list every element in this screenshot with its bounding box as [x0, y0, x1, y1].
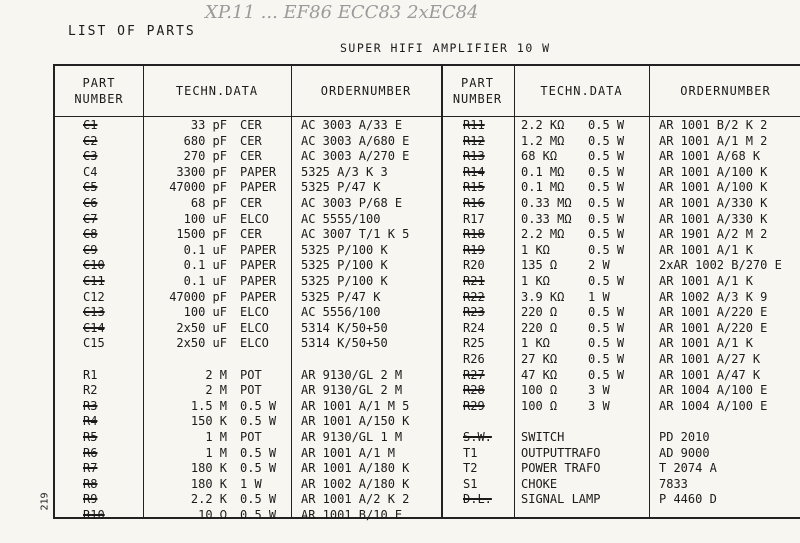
right-type: 3 W	[588, 383, 610, 398]
page-subheading: SUPER HIFI AMPLIFIER 10 W	[340, 41, 551, 55]
left-part-number: C10	[83, 258, 105, 273]
right-part-number: R28	[463, 383, 485, 398]
left-ordernumber: AR 1001 A/2 K 2	[301, 492, 410, 507]
parts-row	[55, 508, 800, 524]
right-value: OUTPUTTRAFO	[521, 445, 601, 460]
right-value: 0.1 MΩ	[521, 164, 565, 179]
left-ordernumber: AC 3003 P/68 E	[301, 196, 403, 210]
parts-row	[55, 336, 800, 352]
parts-row	[55, 430, 800, 446]
left-value: 1.5 M	[190, 398, 227, 413]
left-type: ELCO	[240, 336, 269, 351]
left-part-number: C15	[83, 336, 105, 351]
left-part-number: C12	[83, 289, 105, 304]
left-value: 2.2 K	[190, 492, 227, 507]
right-ordernumber: AR 1001 A/100 K	[659, 180, 768, 195]
left-part-number: C4	[83, 164, 98, 179]
right-type: 0.5 W	[588, 242, 625, 257]
left-part-number: C5	[83, 180, 98, 195]
left-type: POT	[240, 367, 262, 382]
right-ordernumber: AR 1001 B/2 K 2	[659, 118, 768, 132]
right-ordernumber: AR 1901 A/2 M 2	[659, 227, 768, 242]
right-ordernumber: AD 9000	[659, 445, 710, 460]
left-type: 1 W	[240, 476, 262, 491]
left-value: 1 M	[205, 430, 227, 444]
left-part-number: C6	[83, 196, 98, 210]
right-value: CHOKE	[521, 476, 558, 491]
right-value: POWER TRAFO	[521, 461, 601, 476]
right-type: 0.5 W	[588, 336, 625, 351]
right-value: 100 Ω	[521, 398, 558, 413]
left-type: PAPER	[240, 274, 277, 288]
right-type: 0.5 W	[588, 149, 625, 164]
right-type: 0.5 W	[588, 227, 625, 242]
right-ordernumber: 7833	[659, 476, 688, 491]
left-type: CER	[240, 149, 262, 164]
right-value: 2.2 KΩ	[521, 118, 565, 132]
right-ordernumber: AR 1001 A/220 E	[659, 320, 768, 335]
left-ordernumber: AC 3007 T/1 K 5	[301, 227, 410, 242]
left-part-number: R1	[83, 367, 98, 382]
left-ordernumber: AC 3003 A/680 E	[301, 133, 410, 148]
parts-row	[55, 414, 800, 430]
right-part-number: R27	[463, 367, 485, 382]
left-part-number: C13	[83, 305, 105, 320]
left-ordernumber: AR 1001 A/1 M 5	[301, 398, 410, 413]
left-ordernumber: 5325 P/100 K	[301, 274, 388, 288]
left-ordernumber: AC 5556/100	[301, 305, 381, 320]
right-type: 0.5 W	[588, 305, 625, 320]
right-part-number: R24	[463, 320, 485, 335]
left-ordernumber: 5325 P/100 K	[301, 242, 388, 257]
parts-row	[55, 180, 800, 196]
left-value: 150 K	[190, 414, 227, 429]
parts-row	[55, 492, 800, 508]
right-ordernumber: P 4460 D	[659, 492, 717, 507]
left-ordernumber: 5314 K/50+50	[301, 336, 388, 351]
left-ordernumber: 5325 P/47 K	[301, 289, 381, 304]
left-part-number: R4	[83, 414, 98, 429]
left-type: ELCO	[240, 305, 269, 320]
right-value: SWITCH	[521, 430, 565, 444]
right-part-number: R21	[463, 274, 485, 288]
left-part-number: R6	[83, 445, 98, 460]
right-part-number: R11	[463, 118, 485, 132]
left-ordernumber: 5325 P/47 K	[301, 180, 381, 195]
right-type: 2 W	[588, 258, 610, 273]
right-type: 0.5 W	[588, 180, 625, 195]
right-type: 0.5 W	[588, 133, 625, 148]
right-ordernumber: AR 1001 A/1 K	[659, 336, 753, 351]
right-type: 0.5 W	[588, 367, 625, 382]
parts-row	[55, 399, 800, 415]
right-part-number: T1	[463, 445, 478, 460]
right-ordernumber: AR 1001 A/220 E	[659, 305, 768, 320]
parts-row	[55, 196, 800, 212]
left-value: 2 M	[205, 367, 227, 382]
right-value: 1 KΩ	[521, 336, 550, 351]
parts-row	[55, 383, 800, 399]
right-ordernumber: AR 1001 A/330 K	[659, 196, 768, 210]
left-value: 47000 pF	[169, 180, 227, 195]
parts-row	[55, 368, 800, 384]
left-ordernumber: AC 3003 A/33 E	[301, 118, 403, 132]
left-ordernumber: AR 1002 A/180 K	[301, 476, 410, 491]
header-techn-data-right: TECHN.DATA	[540, 84, 623, 98]
right-part-number: R14	[463, 164, 485, 179]
right-type: 0.5 W	[588, 211, 625, 226]
left-value: 1500 pF	[176, 227, 227, 242]
left-type: 0.5 W	[240, 414, 277, 429]
right-part-number: D.L.	[463, 492, 492, 507]
parts-row	[55, 321, 800, 337]
left-type: ELCO	[240, 320, 269, 335]
left-ordernumber: AR 9130/GL 2 M	[301, 383, 403, 398]
right-value: 100 Ω	[521, 383, 558, 398]
left-ordernumber: AR 1001 B/10 E	[301, 508, 403, 522]
parts-row	[55, 290, 800, 306]
right-type: 0.5 W	[588, 352, 625, 366]
right-part-number: R22	[463, 289, 485, 304]
right-ordernumber: AR 1001 A/68 K	[659, 149, 761, 164]
left-part-number: C1	[83, 118, 98, 132]
left-value: 1 M	[205, 445, 227, 460]
right-ordernumber: AR 1004 A/100 E	[659, 398, 768, 413]
left-type: PAPER	[240, 242, 277, 257]
left-value: 2x50 uF	[176, 320, 227, 335]
parts-row	[55, 118, 800, 134]
right-part-number: R20	[463, 258, 485, 273]
right-part-number: R19	[463, 242, 485, 257]
right-ordernumber: AR 1001 A/27 K	[659, 352, 761, 366]
right-ordernumber: AR 1001 A/47 K	[659, 367, 761, 382]
right-type: 0.5 W	[588, 164, 625, 179]
left-value: 68 pF	[190, 196, 227, 210]
right-value: 1 KΩ	[521, 242, 550, 257]
left-type: POT	[240, 430, 262, 444]
left-type: PAPER	[240, 258, 277, 273]
page-number: 219	[39, 492, 51, 511]
right-part-number: S.W.	[463, 430, 492, 444]
parts-row	[55, 258, 800, 274]
left-ordernumber: AR 1001 A/180 K	[301, 461, 410, 476]
right-value: 1 KΩ	[521, 274, 550, 288]
right-part-number: T2	[463, 461, 478, 476]
header-part-number-left: PART NUMBER	[74, 76, 124, 106]
left-part-number: R9	[83, 492, 98, 507]
left-ordernumber: 5325 A/3 K 3	[301, 164, 388, 179]
parts-row	[55, 305, 800, 321]
right-value: 47 KΩ	[521, 367, 558, 382]
left-part-number: C3	[83, 149, 98, 164]
right-ordernumber: AR 1001 A/1 K	[659, 242, 753, 257]
parts-row	[55, 446, 800, 462]
header-part-number-right: PART NUMBER	[452, 76, 503, 106]
right-part-number: R12	[463, 133, 485, 148]
left-part-number: C11	[83, 274, 105, 288]
left-part-number: R8	[83, 476, 98, 491]
header-techn-data-left: TECHN.DATA	[175, 84, 259, 98]
left-value: 2 M	[205, 383, 227, 398]
left-value: 10 Ω	[198, 508, 227, 522]
left-type: PAPER	[240, 180, 277, 195]
right-value: 2.2 MΩ	[521, 227, 565, 242]
right-ordernumber: PD 2010	[659, 430, 710, 444]
left-type: CER	[240, 196, 262, 210]
left-part-number: R10	[83, 508, 105, 522]
right-ordernumber: AR 1001 A/330 K	[659, 211, 768, 226]
right-value: 0.1 MΩ	[521, 180, 565, 195]
handwritten-note: XP.11 ... EF86 ECC83 2xEC84	[205, 2, 479, 23]
right-value: 135 Ω	[521, 258, 558, 273]
right-part-number: R29	[463, 398, 485, 413]
header-ordernumber-right: ORDERNUMBER	[680, 84, 771, 98]
right-ordernumber: AR 1004 A/100 E	[659, 383, 768, 398]
left-part-number: C8	[83, 227, 98, 242]
parts-row	[55, 165, 800, 181]
left-ordernumber: AR 1001 A/1 M	[301, 445, 395, 460]
right-part-number: R23	[463, 305, 485, 320]
left-type: CER	[240, 118, 262, 132]
right-type: 1 W	[588, 289, 610, 304]
right-part-number: R25	[463, 336, 485, 351]
right-value: 220 Ω	[521, 320, 558, 335]
left-value: 0.1 uF	[183, 258, 227, 273]
right-ordernumber: AR 1001 A/1 K	[659, 274, 753, 288]
left-type: PAPER	[240, 164, 277, 179]
left-value: 100 uF	[183, 305, 227, 320]
left-type: ELCO	[240, 211, 269, 226]
right-part-number: R13	[463, 149, 485, 164]
left-type: CER	[240, 133, 262, 148]
left-part-number: C9	[83, 242, 98, 257]
parts-row	[55, 227, 800, 243]
parts-row	[55, 461, 800, 477]
parts-row	[55, 243, 800, 259]
right-part-number: R15	[463, 180, 485, 195]
left-value: 180 K	[190, 476, 227, 491]
parts-row	[55, 477, 800, 493]
right-value: 0.33 MΩ	[521, 196, 572, 210]
right-ordernumber: AR 1001 A/1 M 2	[659, 133, 768, 148]
parts-row	[55, 274, 800, 290]
parts-table	[53, 64, 800, 522]
left-type: 0.5 W	[240, 461, 277, 476]
left-ordernumber: AR 9130/GL 2 M	[301, 367, 403, 382]
left-ordernumber: AR 1001 A/150 K	[301, 414, 410, 429]
left-part-number: R7	[83, 461, 98, 476]
left-type: POT	[240, 383, 262, 398]
left-value: 270 pF	[183, 149, 227, 164]
page-heading: LIST OF PARTS	[68, 24, 196, 39]
parts-row	[55, 149, 800, 165]
parts-row	[55, 212, 800, 228]
left-ordernumber: AC 5555/100	[301, 211, 381, 226]
left-part-number: C2	[83, 133, 98, 148]
left-type: PAPER	[240, 289, 277, 304]
left-type: 0.5 W	[240, 492, 277, 507]
right-value: 3.9 KΩ	[521, 289, 565, 304]
left-type: 0.5 W	[240, 398, 277, 413]
header-ordernumber-left: ORDERNUMBER	[320, 84, 412, 98]
left-value: 3300 pF	[176, 164, 227, 179]
left-value: 2x50 uF	[176, 336, 227, 351]
left-part-number: C7	[83, 211, 98, 226]
left-type: CER	[240, 227, 262, 242]
parts-row	[55, 352, 800, 368]
right-ordernumber: AR 1001 A/100 K	[659, 164, 768, 179]
right-part-number: R18	[463, 227, 485, 242]
left-ordernumber: 5314 K/50+50	[301, 320, 388, 335]
left-part-number: R2	[83, 383, 98, 398]
parts-row	[55, 134, 800, 150]
right-ordernumber: 2xAR 1002 B/270 E	[659, 258, 782, 273]
right-type: 0.5 W	[588, 196, 625, 210]
right-type: 3 W	[588, 398, 610, 413]
left-value: 180 K	[190, 461, 227, 476]
left-type: 0.5 W	[240, 508, 277, 522]
right-part-number: S1	[463, 476, 478, 491]
right-part-number: R16	[463, 196, 485, 210]
left-part-number: R5	[83, 430, 98, 444]
left-value: 47000 pF	[169, 289, 227, 304]
right-value: 27 KΩ	[521, 352, 558, 366]
right-part-number: R17	[463, 211, 485, 226]
left-value: 33 pF	[190, 118, 227, 132]
left-ordernumber: AC 3003 A/270 E	[301, 149, 410, 164]
left-ordernumber: AR 9130/GL 1 M	[301, 430, 403, 444]
right-part-number: R26	[463, 352, 485, 366]
left-value: 100 uF	[183, 211, 227, 226]
left-part-number: R3	[83, 398, 98, 413]
left-part-number: C14	[83, 320, 105, 335]
left-type: 0.5 W	[240, 445, 277, 460]
right-ordernumber: T 2074 A	[659, 461, 717, 476]
right-type: 0.5 W	[588, 274, 625, 288]
right-value: 1.2 MΩ	[521, 133, 565, 148]
left-value: 0.1 uF	[183, 242, 227, 257]
left-value: 680 pF	[183, 133, 227, 148]
right-type: 0.5 W	[588, 118, 625, 132]
right-value: 220 Ω	[521, 305, 558, 320]
left-ordernumber: 5325 P/100 K	[301, 258, 388, 273]
right-value: 0.33 MΩ	[521, 211, 572, 226]
right-value: 68 KΩ	[521, 149, 558, 164]
right-ordernumber: AR 1002 A/3 K 9	[659, 289, 768, 304]
right-value: SIGNAL LAMP	[521, 492, 601, 507]
left-value: 0.1 uF	[183, 274, 227, 288]
right-type: 0.5 W	[588, 320, 625, 335]
